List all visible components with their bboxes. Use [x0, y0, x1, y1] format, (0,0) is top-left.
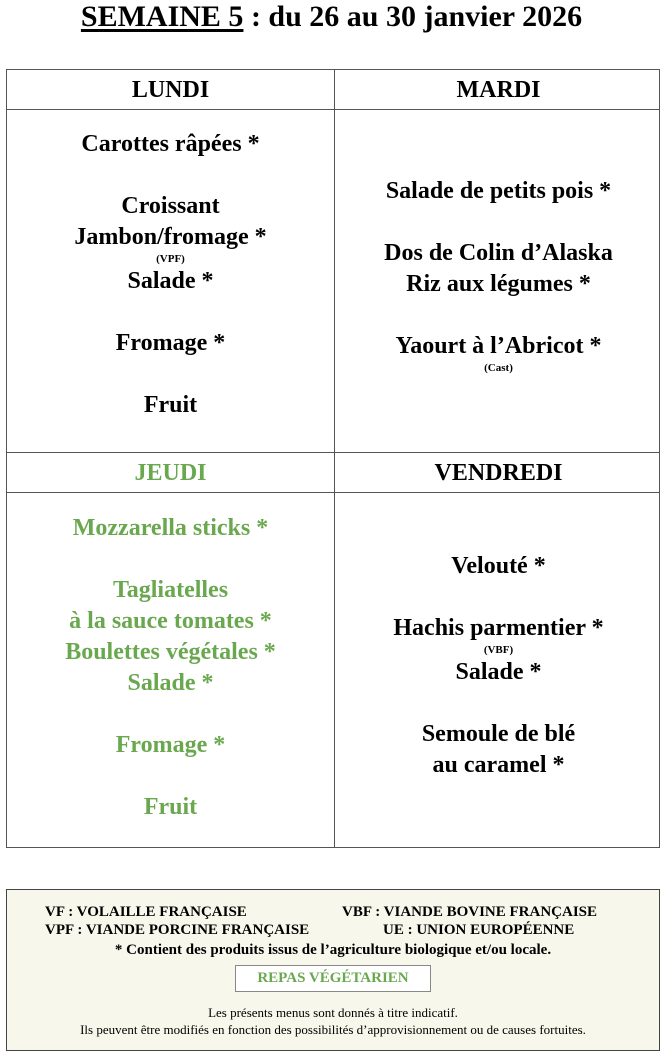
disclaimer-line-2: Ils peuvent être modifiés en fonction des possibilités d’approvisionnement ou de causes fortuites.: [80, 1022, 586, 1037]
disclaimer-line-1: Les présents menus sont donnés à titre indicatif.: [208, 1005, 458, 1020]
week-dates: : du 26 au 30 janvier 2026: [243, 0, 583, 33]
menu-item: Croissant: [121, 193, 220, 219]
legend-ue: UE : UNION EUROPÉENNE: [383, 922, 575, 938]
menu-item: à la sauce tomates *: [69, 608, 272, 634]
menu-vendredi: [335, 551, 662, 781]
menu-item: Salade *: [127, 268, 214, 294]
legend-bio-note: * Contient des produits issus de l’agriculture biologique et/ou locale.: [114, 942, 552, 958]
vegetarian-meal-badge: REPAS VÉGÉTARIEN: [235, 965, 431, 992]
menu-item: Yaourt à l’Abricot *: [395, 333, 602, 359]
origin-note: (VPF): [156, 253, 185, 265]
menu-item: Boulettes végétales *: [65, 639, 276, 665]
legend-vf: VF : VOLAILLE FRANÇAISE: [45, 904, 247, 920]
menu-item: Riz aux légumes *: [406, 271, 591, 297]
origin-note: (Cast): [484, 362, 513, 374]
week-number: SEMAINE 5: [80, 0, 244, 33]
menu-item: Salade *: [127, 670, 214, 696]
day-header-vendredi: VENDREDI: [434, 460, 563, 486]
page-title: [0, 0, 663, 36]
menu-lundi: [7, 129, 334, 421]
menu-item: Tagliatelles: [112, 577, 229, 603]
menu-grid: [6, 69, 660, 848]
menu-item: au caramel *: [432, 752, 565, 778]
menu-item: Carottes râpées *: [81, 131, 260, 157]
origin-note: (VBF): [483, 644, 514, 656]
legend-vbf: VBF : VIANDE BOVINE FRANÇAISE: [342, 904, 598, 920]
legend-box: [6, 889, 660, 1051]
menu-item: Mozzarella sticks *: [72, 515, 269, 541]
day-header-lundi: LUNDI: [131, 77, 210, 103]
menu-item: Fromage *: [115, 732, 226, 758]
menu-item: Velouté *: [451, 553, 546, 579]
menu-item: Fruit: [143, 794, 198, 820]
disclaimer: [7, 1004, 659, 1038]
menu-item: Fruit: [143, 392, 198, 418]
day-header-jeudi: JEUDI: [134, 460, 207, 486]
menu-item: Dos de Colin d’Alaska: [384, 240, 613, 266]
menu-item: Salade de petits pois *: [385, 178, 612, 204]
legend-vpf: VPF : VIANDE PORCINE FRANÇAISE: [45, 922, 310, 938]
menu-item: Jambon/fromage *: [74, 224, 267, 250]
menu-jeudi: [7, 513, 334, 823]
menu-item: Hachis parmentier *: [393, 615, 604, 641]
menu-item: Fromage *: [115, 330, 226, 356]
menu-item: Semoule de blé: [421, 721, 576, 747]
menu-item: Salade *: [455, 659, 542, 685]
menu-mardi: [335, 176, 662, 375]
day-header-mardi: MARDI: [456, 77, 541, 103]
